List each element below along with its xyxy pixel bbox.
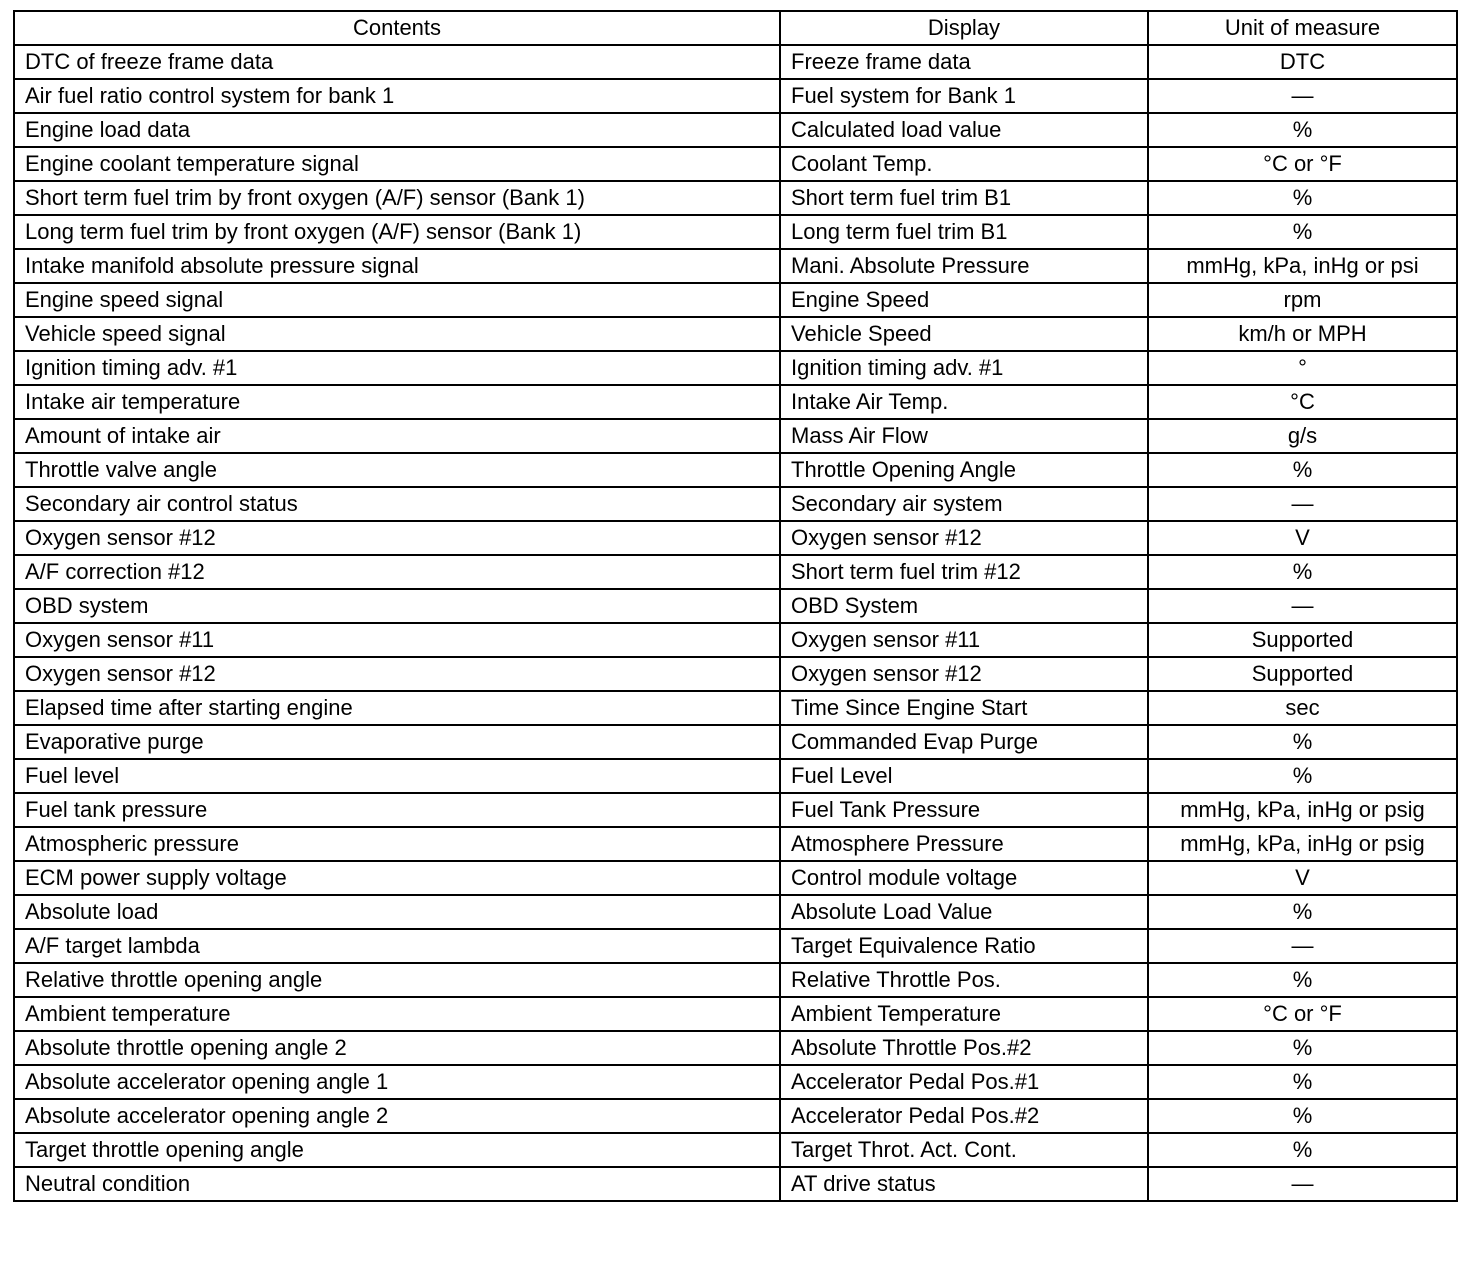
table-row	[14, 215, 1457, 249]
table-row	[14, 487, 1457, 521]
cell-contents: Intake manifold absolute pressure signal	[14, 249, 780, 283]
cell-display: Ambient Temperature	[780, 997, 1148, 1031]
cell-contents: ECM power supply voltage	[14, 861, 780, 895]
table-row	[14, 1065, 1457, 1099]
cell-display: Commanded Evap Purge	[780, 725, 1148, 759]
cell-unit: %	[1148, 1065, 1457, 1099]
cell-display: Control module voltage	[780, 861, 1148, 895]
cell-contents: DTC of freeze frame data	[14, 45, 780, 79]
table-body	[14, 45, 1457, 1201]
cell-unit: %	[1148, 725, 1457, 759]
table-row	[14, 45, 1457, 79]
cell-display: OBD System	[780, 589, 1148, 623]
cell-unit: —	[1148, 1167, 1457, 1201]
table-row	[14, 861, 1457, 895]
table-row	[14, 657, 1457, 691]
cell-unit: %	[1148, 963, 1457, 997]
cell-contents: Short term fuel trim by front oxygen (A/F) sensor (Bank 1)	[14, 181, 780, 215]
cell-display: Mani. Absolute Pressure	[780, 249, 1148, 283]
cell-contents: Engine coolant temperature signal	[14, 147, 780, 181]
cell-unit: %	[1148, 1133, 1457, 1167]
cell-unit: %	[1148, 453, 1457, 487]
cell-display: AT drive status	[780, 1167, 1148, 1201]
cell-contents: Air fuel ratio control system for bank 1	[14, 79, 780, 113]
cell-display: Oxygen sensor #12	[780, 657, 1148, 691]
cell-display: Accelerator Pedal Pos.#2	[780, 1099, 1148, 1133]
cell-display: Fuel system for Bank 1	[780, 79, 1148, 113]
cell-unit: %	[1148, 895, 1457, 929]
cell-display: Coolant Temp.	[780, 147, 1148, 181]
table-row	[14, 1099, 1457, 1133]
cell-display: Long term fuel trim B1	[780, 215, 1148, 249]
cell-unit: sec	[1148, 691, 1457, 725]
cell-contents: Atmospheric pressure	[14, 827, 780, 861]
table-row	[14, 929, 1457, 963]
table-row	[14, 759, 1457, 793]
cell-contents: Elapsed time after starting engine	[14, 691, 780, 725]
cell-contents: Neutral condition	[14, 1167, 780, 1201]
table-row	[14, 419, 1457, 453]
cell-unit: %	[1148, 215, 1457, 249]
table-row	[14, 351, 1457, 385]
cell-unit: %	[1148, 1099, 1457, 1133]
header-unit-of-measure: Unit of measure	[1148, 11, 1457, 45]
cell-unit: %	[1148, 113, 1457, 147]
cell-contents: Engine speed signal	[14, 283, 780, 317]
cell-unit: °C	[1148, 385, 1457, 419]
table-header	[14, 11, 1457, 45]
header-contents: Contents	[14, 11, 780, 45]
cell-display: Mass Air Flow	[780, 419, 1148, 453]
cell-unit: g/s	[1148, 419, 1457, 453]
cell-display: Calculated load value	[780, 113, 1148, 147]
cell-display: Relative Throttle Pos.	[780, 963, 1148, 997]
table-row	[14, 895, 1457, 929]
table-row	[14, 317, 1457, 351]
cell-display: Secondary air system	[780, 487, 1148, 521]
cell-display: Ignition timing adv. #1	[780, 351, 1148, 385]
cell-display: Short term fuel trim B1	[780, 181, 1148, 215]
cell-unit: %	[1148, 555, 1457, 589]
cell-unit: Supported	[1148, 657, 1457, 691]
cell-unit: °	[1148, 351, 1457, 385]
cell-display: Oxygen sensor #11	[780, 623, 1148, 657]
table-row	[14, 79, 1457, 113]
cell-unit: —	[1148, 487, 1457, 521]
cell-unit: —	[1148, 929, 1457, 963]
cell-display: Throttle Opening Angle	[780, 453, 1148, 487]
cell-contents: Throttle valve angle	[14, 453, 780, 487]
table-row	[14, 113, 1457, 147]
cell-contents: Relative throttle opening angle	[14, 963, 780, 997]
cell-unit: rpm	[1148, 283, 1457, 317]
cell-display: Atmosphere Pressure	[780, 827, 1148, 861]
table-row	[14, 521, 1457, 555]
table-row	[14, 147, 1457, 181]
cell-contents: Secondary air control status	[14, 487, 780, 521]
cell-unit: %	[1148, 759, 1457, 793]
cell-display: Fuel Level	[780, 759, 1148, 793]
table-row	[14, 385, 1457, 419]
cell-contents: Intake air temperature	[14, 385, 780, 419]
cell-display: Freeze frame data	[780, 45, 1148, 79]
cell-display: Absolute Throttle Pos.#2	[780, 1031, 1148, 1065]
cell-display: Engine Speed	[780, 283, 1148, 317]
table-row	[14, 793, 1457, 827]
header-row	[14, 11, 1457, 45]
table-row	[14, 555, 1457, 589]
table-row	[14, 283, 1457, 317]
table-row	[14, 1031, 1457, 1065]
table-row	[14, 691, 1457, 725]
cell-unit: mmHg, kPa, inHg or psi	[1148, 249, 1457, 283]
cell-contents: Target throttle opening angle	[14, 1133, 780, 1167]
cell-contents: Ignition timing adv. #1	[14, 351, 780, 385]
cell-contents: Vehicle speed signal	[14, 317, 780, 351]
table-row	[14, 589, 1457, 623]
cell-contents: Amount of intake air	[14, 419, 780, 453]
cell-unit: —	[1148, 79, 1457, 113]
cell-contents: Absolute load	[14, 895, 780, 929]
cell-contents: Absolute accelerator opening angle 2	[14, 1099, 780, 1133]
cell-contents: Absolute accelerator opening angle 1	[14, 1065, 780, 1099]
cell-display: Vehicle Speed	[780, 317, 1148, 351]
cell-contents: A/F target lambda	[14, 929, 780, 963]
cell-unit: %	[1148, 181, 1457, 215]
header-display: Display	[780, 11, 1148, 45]
cell-contents: Oxygen sensor #12	[14, 521, 780, 555]
cell-unit: %	[1148, 1031, 1457, 1065]
table-row	[14, 181, 1457, 215]
table-row	[14, 827, 1457, 861]
cell-display: Accelerator Pedal Pos.#1	[780, 1065, 1148, 1099]
cell-display: Target Throt. Act. Cont.	[780, 1133, 1148, 1167]
table-row	[14, 249, 1457, 283]
cell-unit: mmHg, kPa, inHg or psig	[1148, 793, 1457, 827]
cell-unit: mmHg, kPa, inHg or psig	[1148, 827, 1457, 861]
table-row	[14, 623, 1457, 657]
cell-contents: Evaporative purge	[14, 725, 780, 759]
cell-unit: DTC	[1148, 45, 1457, 79]
cell-display: Short term fuel trim #12	[780, 555, 1148, 589]
table-row	[14, 997, 1457, 1031]
table-row	[14, 453, 1457, 487]
table-row	[14, 725, 1457, 759]
cell-display: Oxygen sensor #12	[780, 521, 1148, 555]
cell-unit: V	[1148, 861, 1457, 895]
cell-contents: Engine load data	[14, 113, 780, 147]
cell-contents: Long term fuel trim by front oxygen (A/F) sensor (Bank 1)	[14, 215, 780, 249]
cell-display: Fuel Tank Pressure	[780, 793, 1148, 827]
cell-display: Intake Air Temp.	[780, 385, 1148, 419]
cell-contents: Fuel tank pressure	[14, 793, 780, 827]
cell-contents: OBD system	[14, 589, 780, 623]
cell-contents: Absolute throttle opening angle 2	[14, 1031, 780, 1065]
cell-unit: Supported	[1148, 623, 1457, 657]
table-row	[14, 1133, 1457, 1167]
table-row	[14, 963, 1457, 997]
cell-unit: km/h or MPH	[1148, 317, 1457, 351]
cell-contents: Oxygen sensor #11	[14, 623, 780, 657]
cell-contents: A/F correction #12	[14, 555, 780, 589]
cell-display: Time Since Engine Start	[780, 691, 1148, 725]
cell-contents: Ambient temperature	[14, 997, 780, 1031]
cell-display: Target Equivalence Ratio	[780, 929, 1148, 963]
cell-unit: —	[1148, 589, 1457, 623]
cell-unit: °C or °F	[1148, 997, 1457, 1031]
freeze-frame-data-table	[13, 10, 1458, 1202]
cell-contents: Oxygen sensor #12	[14, 657, 780, 691]
cell-unit: °C or °F	[1148, 147, 1457, 181]
cell-unit: V	[1148, 521, 1457, 555]
cell-display: Absolute Load Value	[780, 895, 1148, 929]
cell-contents: Fuel level	[14, 759, 780, 793]
table-row	[14, 1167, 1457, 1201]
